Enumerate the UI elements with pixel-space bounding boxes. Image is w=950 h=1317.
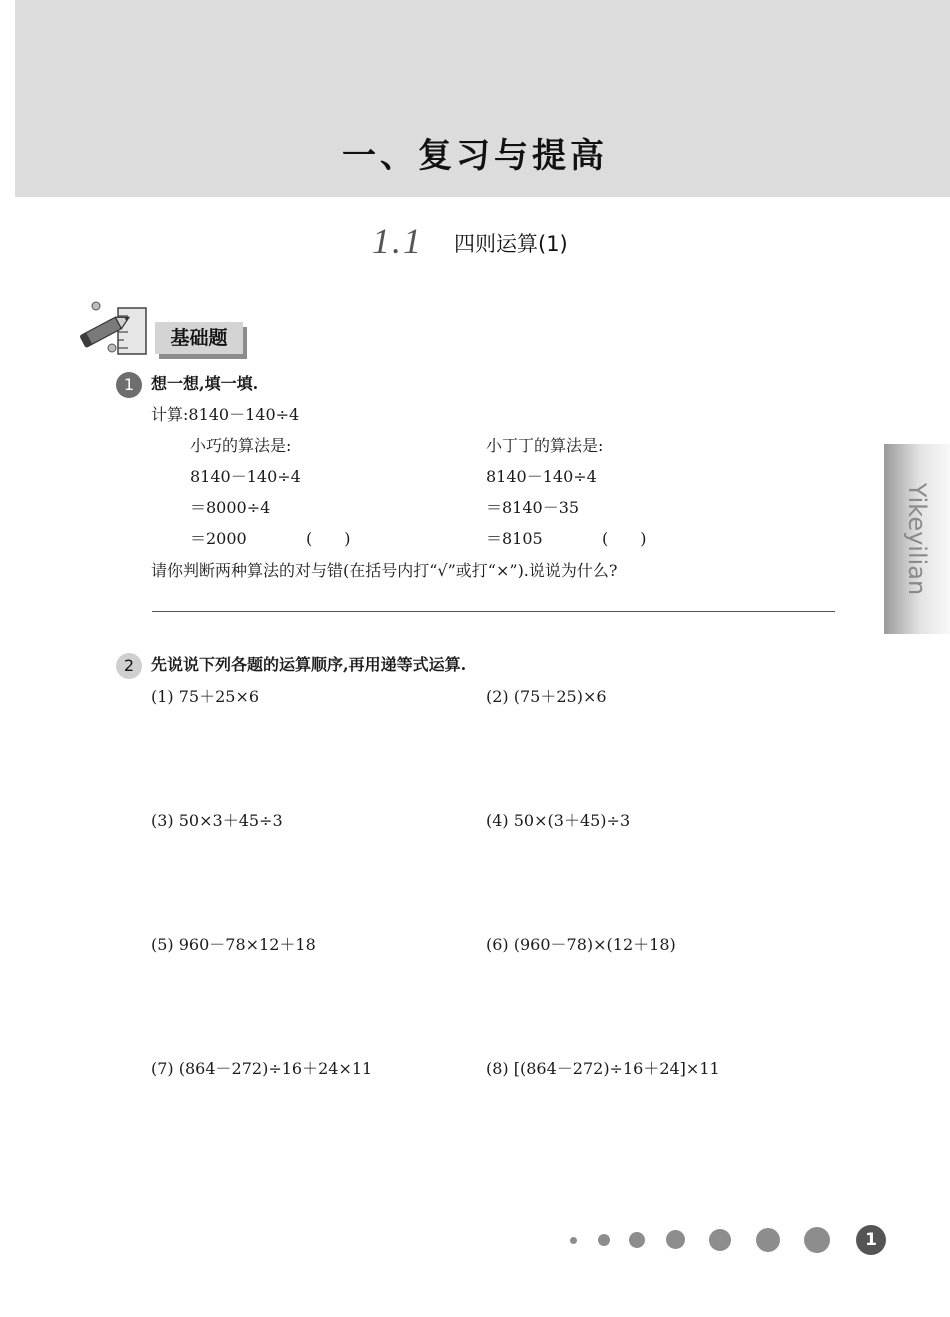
- method-step: ＝8140－35: [486, 498, 580, 517]
- decorative-dot: [804, 1227, 830, 1253]
- category-label: 基础题: [155, 322, 243, 354]
- exercise-item: (2) (75＋25)×6: [486, 687, 607, 706]
- method-title: 小巧的算法是:: [190, 436, 292, 455]
- exercise-item: (4) 50×(3＋45)÷3: [486, 811, 631, 830]
- exercise-item: (5) 960－78×12＋18: [151, 935, 316, 954]
- answer-bracket: ( ): [306, 529, 351, 548]
- question-number-badge: 1: [116, 372, 142, 398]
- method-step: 8140－140÷4: [190, 467, 301, 486]
- exercise-item: (8) [(864－272)÷16＋24]×11: [486, 1059, 720, 1078]
- exercise-item: (6) (960－78)×(12＋18): [486, 935, 676, 954]
- method-title: 小丁丁的算法是:: [486, 436, 604, 455]
- method-step: ＝8000÷4: [190, 498, 271, 517]
- decorative-dot: [666, 1230, 685, 1249]
- decorative-dot: [709, 1229, 731, 1251]
- section-number: 1.1: [372, 221, 423, 261]
- method-step: ＝2000: [190, 529, 247, 548]
- side-tab: [884, 444, 950, 634]
- exercise-item: (1) 75＋25×6: [151, 687, 260, 706]
- exercise-item: (3) 50×3＋45÷3: [151, 811, 283, 830]
- method-step: ＝8105: [486, 529, 543, 548]
- page-number: 1: [856, 1225, 886, 1255]
- calc-expression: 计算:8140－140÷4: [151, 405, 300, 424]
- exercise-item: (7) (864－272)÷16＋24×11: [151, 1059, 373, 1078]
- question-number-badge: 2: [116, 653, 142, 679]
- pencil-ruler-icon: [74, 298, 154, 358]
- decorative-dot: [756, 1228, 780, 1252]
- decorative-dot: [570, 1237, 577, 1244]
- section-name: 四则运算(1): [454, 232, 568, 256]
- question-text: 请你判断两种算法的对与错(在括号内打“√”或打“×”).说说为什么?: [151, 561, 618, 580]
- answer-bracket: ( ): [602, 529, 647, 548]
- side-tab-label: Yikeyilian: [903, 482, 931, 596]
- decorative-dot: [629, 1232, 645, 1248]
- answer-line: [152, 611, 835, 612]
- chapter-title: 一、复习与提高: [342, 136, 608, 176]
- decorative-dot: [598, 1234, 610, 1246]
- question-prompt: 想一想,填一填.: [151, 374, 259, 393]
- question-prompt: 先说说下列各题的运算顺序,再用递等式运算.: [151, 655, 467, 674]
- method-step: 8140－140÷4: [486, 467, 597, 486]
